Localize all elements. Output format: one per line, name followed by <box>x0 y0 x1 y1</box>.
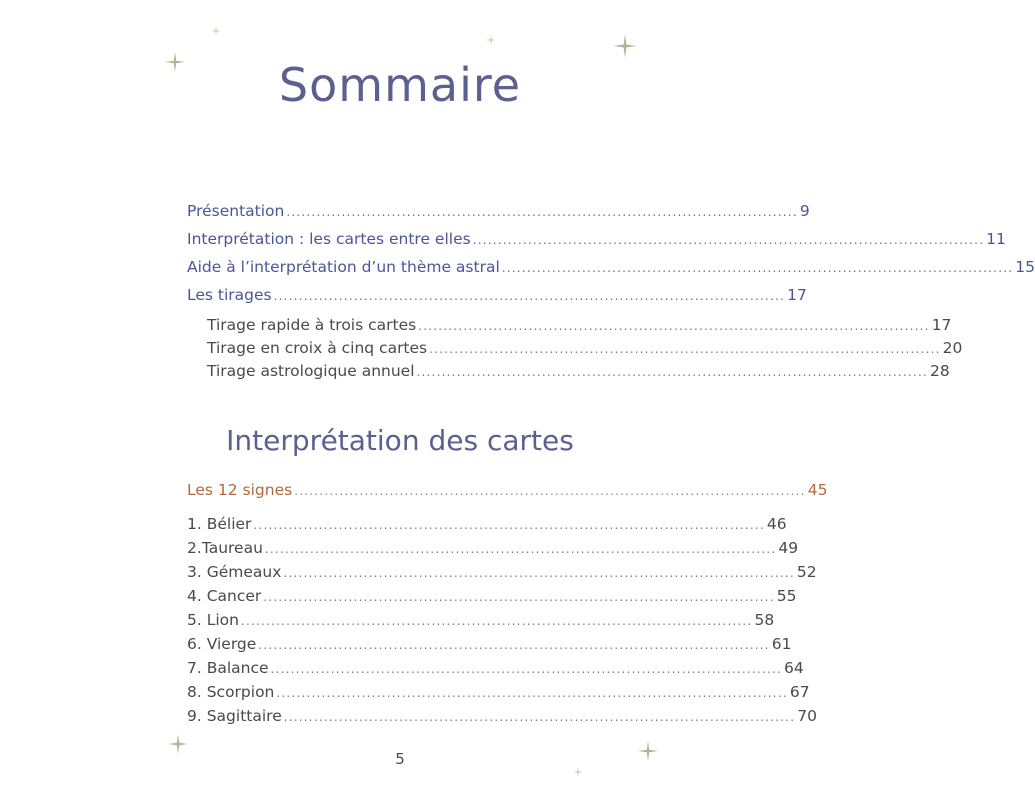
toc-entry-label: Présentation <box>187 202 285 220</box>
toc-subentry-tirage-astrologique[interactable] <box>187 362 950 386</box>
toc-entry-page: 15 <box>1015 258 1035 276</box>
toc-entry-label: Tirage en croix à cinq cartes <box>207 339 428 357</box>
toc-subentry-tirage-rapide[interactable] <box>187 316 952 340</box>
section-title: Interprétation des cartes <box>226 424 574 457</box>
toc-entry-aide[interactable] <box>187 258 1035 282</box>
toc-entry-label: 6. Vierge <box>187 635 257 653</box>
toc-entry-sign[interactable] <box>187 563 817 587</box>
dot-leader: ...................................................................................................... <box>294 484 806 498</box>
dot-leader: ...................................................................................................... <box>429 342 941 356</box>
dot-leader: ...................................................................................................... <box>416 365 928 379</box>
toc-entry-label: 9. Sagittaire <box>187 707 282 725</box>
toc-entry-sign[interactable] <box>187 683 810 707</box>
toc-entry-label: Les tirages <box>187 286 272 304</box>
toc-entry-page: 17 <box>931 316 952 334</box>
toc-subentry-tirage-croix[interactable] <box>187 339 963 363</box>
sparkle-star-icon <box>211 26 221 36</box>
toc-entry-tirages[interactable] <box>187 286 807 310</box>
toc-entry-sign[interactable] <box>187 611 775 635</box>
toc-entry-page: 20 <box>942 339 963 357</box>
toc-entry-sign[interactable] <box>187 515 787 539</box>
dot-leader: ...................................................................................................... <box>273 289 786 303</box>
toc-entry-label: 5. Lion <box>187 611 239 629</box>
toc-entry-page: 9 <box>799 202 810 220</box>
toc-entry-page: 67 <box>789 683 810 701</box>
toc-entry-page: 45 <box>807 481 828 499</box>
toc-entry-page: 28 <box>930 362 950 380</box>
toc-entry-label: 1. Bélier <box>187 515 252 533</box>
toc-entry-interpretation[interactable] <box>187 230 1006 254</box>
sparkle-star-icon <box>573 767 583 777</box>
toc-entry-label: 8. Scorpion <box>187 683 275 701</box>
toc-entry-label: 3. Gémeaux <box>187 563 282 581</box>
dot-leader: ...................................................................................................... <box>286 205 798 219</box>
toc-entry-page: 52 <box>796 563 817 581</box>
dot-leader: ...................................................................................................... <box>240 614 753 628</box>
dot-leader: ...................................................................................................... <box>283 566 795 580</box>
dot-leader: ...................................................................................................... <box>276 686 788 700</box>
page-number: 5 <box>395 750 405 768</box>
toc-entry-label: Interprétation : les cartes entre elles <box>187 230 471 248</box>
toc-entry-page: 49 <box>778 539 799 557</box>
toc-entry-sign[interactable] <box>187 707 817 731</box>
toc-entry-page: 58 <box>754 611 775 629</box>
toc-entry-page: 17 <box>787 286 807 304</box>
toc-entry-label: 2.Taureau <box>187 539 263 557</box>
dot-leader: ...................................................................................................... <box>418 319 930 333</box>
toc-entry-label: Aide à l’interprétation d’un thème astral <box>187 258 500 276</box>
toc-entry-page: 55 <box>776 587 797 605</box>
toc-entry-presentation[interactable] <box>187 202 810 226</box>
dot-leader: ...................................................................................................... <box>270 662 783 676</box>
dot-leader: ...................................................................................................... <box>258 638 770 652</box>
toc-entry-sign[interactable] <box>187 587 797 611</box>
toc-entry-sign[interactable] <box>187 539 799 563</box>
toc-entry-page: 11 <box>986 230 1006 248</box>
toc-entry-page: 64 <box>784 659 804 677</box>
toc-entry-label: 7. Balance <box>187 659 269 677</box>
toc-entry-label: Tirage astrologique annuel <box>207 362 415 380</box>
page-title: Sommaire <box>278 58 522 112</box>
dot-leader: ...................................................................................................... <box>264 542 777 556</box>
dot-leader: ...................................................................................................... <box>472 233 985 247</box>
sparkle-star-icon <box>486 35 496 45</box>
toc-entry-page: 46 <box>766 515 787 533</box>
toc-entry-sign[interactable] <box>187 659 804 683</box>
toc-entry-les-12-signes[interactable] <box>187 481 828 505</box>
dot-leader: ...................................................................................................... <box>253 518 765 532</box>
toc-entry-label: Tirage rapide à trois cartes <box>207 316 417 334</box>
toc-entry-page: 61 <box>771 635 792 653</box>
toc-entry-sign[interactable] <box>187 635 792 659</box>
dot-leader: ...................................................................................................... <box>283 710 796 724</box>
sparkle-star-icon <box>612 33 638 59</box>
dot-leader: ...................................................................................................... <box>501 261 1014 275</box>
toc-entry-label: Les 12 signes <box>187 481 293 499</box>
toc-entry-page: 70 <box>797 707 817 725</box>
dot-leader: ...................................................................................................... <box>263 590 775 604</box>
toc-entry-label: 4. Cancer <box>187 587 262 605</box>
